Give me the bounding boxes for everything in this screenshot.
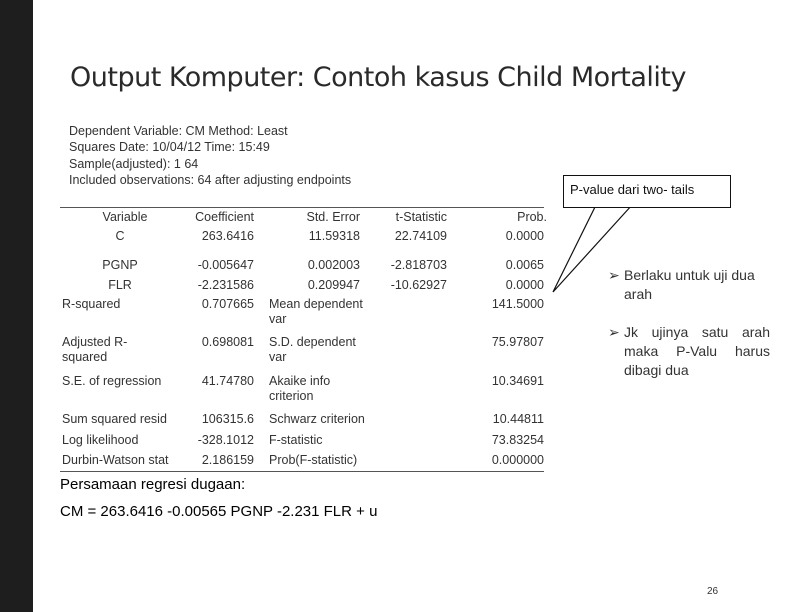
stat-dw-label: Durbin-Watson stat bbox=[62, 453, 169, 467]
stat-se-reg-value: 41.74780 bbox=[201, 374, 254, 388]
page-number: 26 bbox=[707, 586, 719, 597]
stat-mean-dep-label: Mean dependent var bbox=[269, 297, 363, 326]
row-flr-prob: 0.0000 bbox=[505, 278, 544, 292]
stat-sd-dep-value: 75.97807 bbox=[491, 335, 544, 349]
arrow-bullet-icon: ➢ bbox=[608, 324, 620, 340]
callout-text: P-value dari two- tails bbox=[570, 182, 695, 197]
row-c-prob: 0.0000 bbox=[505, 229, 544, 243]
stat-fstat-label: F-statistic bbox=[269, 433, 323, 447]
stat-se-reg-label: S.E. of regression bbox=[62, 374, 162, 388]
header-line: Dependent Variable: CM Method: Least bbox=[69, 124, 288, 138]
stat-schwarz-value: 10.44811 bbox=[492, 412, 544, 426]
row-flr-coefficient: -2.231586 bbox=[197, 278, 254, 292]
row-c-coefficient: 263.6416 bbox=[201, 229, 254, 243]
stat-adj-r-squared-value: 0.698081 bbox=[201, 335, 254, 349]
row-pgnp-variable: PGNP bbox=[102, 258, 138, 272]
stat-sd-dep-label: S.D. dependent var bbox=[269, 335, 356, 364]
row-flr-std-error: 0.209947 bbox=[307, 278, 360, 292]
bullet-item bbox=[608, 323, 768, 403]
stat-dw-value: 2.186159 bbox=[201, 453, 254, 467]
stat-akaike-label: Akaike info criterion bbox=[269, 374, 331, 403]
stat-r-squared-label: R-squared bbox=[62, 297, 121, 311]
stat-prob-f-label: Prob(F-statistic) bbox=[269, 453, 358, 467]
stat-ssr-value: 106315.6 bbox=[201, 412, 254, 426]
row-pgnp-t-statistic: -2.818703 bbox=[390, 258, 447, 272]
stat-loglik-label: Log likelihood bbox=[62, 433, 139, 447]
slide-title: Output Komputer: Contoh kasus Child Mortality bbox=[70, 62, 686, 93]
equation-heading: Persamaan regresi dugaan: bbox=[60, 476, 246, 493]
stat-adj-r-squared-label: Adjusted R-squared bbox=[62, 335, 128, 364]
stat-loglik-value: -328.1012 bbox=[197, 433, 254, 447]
row-flr-t-statistic: -10.62927 bbox=[390, 278, 447, 292]
arrow-bullet-icon: ➢ bbox=[608, 267, 620, 283]
stat-r-squared-value: 0.707665 bbox=[201, 297, 254, 311]
stat-schwarz-label: Schwarz criterion bbox=[269, 412, 365, 426]
bullet-item bbox=[608, 266, 768, 306]
row-pgnp-coefficient: -0.005647 bbox=[197, 258, 254, 272]
col-header-std-error: Std. Error bbox=[306, 210, 360, 224]
stat-prob-f-value: 0.000000 bbox=[491, 453, 544, 467]
equation-formula: CM = 263.6416 -0.00565 PGNP -2.231 FLR + u bbox=[60, 503, 378, 520]
stat-ssr-label: Sum squared resid bbox=[62, 412, 167, 426]
row-c-variable: C bbox=[115, 229, 125, 243]
row-c-std-error: 11.59318 bbox=[308, 229, 360, 243]
bullet-text: Jk ujinya satu arah maka P-Valu harus dibagi dua bbox=[624, 324, 770, 378]
header-line: Included observations: 64 after adjusting endpoints bbox=[69, 172, 352, 187]
col-header-t-statistic: t-Statistic bbox=[395, 210, 447, 224]
row-pgnp-std-error: 0.002003 bbox=[307, 258, 360, 272]
col-header-prob: Prob. bbox=[517, 210, 547, 224]
col-header-variable: Variable bbox=[102, 210, 148, 224]
row-pgnp-prob: 0.0065 bbox=[505, 258, 544, 272]
header-line: Squares Date: 10/04/12 Time: 15:49 bbox=[69, 140, 270, 155]
col-header-coefficient: Coefficient bbox=[195, 210, 254, 224]
stat-mean-dep-value: 141.5000 bbox=[491, 297, 544, 311]
stat-fstat-value: 73.83254 bbox=[491, 433, 544, 447]
header-line: Sample(adjusted): 1 64 bbox=[69, 156, 199, 171]
row-c-t-statistic: 22.74109 bbox=[394, 229, 447, 243]
row-flr-variable: FLR bbox=[108, 278, 132, 292]
bullet-text: Berlaku untuk uji dua arah bbox=[624, 267, 755, 302]
stat-akaike-value: 10.34691 bbox=[491, 374, 544, 388]
